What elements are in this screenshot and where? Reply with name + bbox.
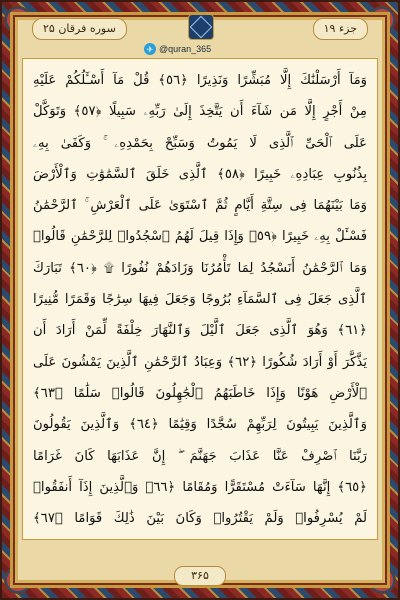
verse-line: وَمَآ أَرْسَلْنَٰكَ إِلَّا مُبَشِّرًا وَنَذِيرًا ﴿٥٦﴾ قُلْ مَآ أَسْـَٔلُكُمْ عَلَيْهِ <box>33 73 367 88</box>
channel-handle[interactable] <box>144 42 264 56</box>
verse-line: ٱلَّذِى جَعَلَ فِى ٱلسَّمَآءِ بُرُوجًا وَجَعَلَ فِيهَا سِرَٰجًا وَقَمَرًا مُّنِيرًا <box>33 292 367 308</box>
surah-label: سوره فرقان ۲۵ <box>32 18 127 40</box>
verse-line: مِنْ أَجْرٍ إِلَّا مَن شَآءَ أَن يَتَّخِذَ إِلَىٰ رَبِّهِۦ سَبِيلًا ﴿٥٧﴾ وَتَوَكَّلْ <box>33 104 367 120</box>
verse-line: عَلَى ٱلْحَىِّ ٱلَّذِى لَا يَمُوتُ وَسَبِّحْ بِحَمْدِهِۦ ۚ وَكَفَىٰ بِهِۦ <box>33 135 367 151</box>
verse-line: لَمْ يُسْرِفُوا۟ وَلَمْ يَقْتُرُوا۟ وَكَانَ بَيْنَ ذَٰلِكَ قَوَامًا ﴿٦٧﴾ <box>33 511 367 527</box>
verse-line: ﴿٦٥﴾ إِنَّهَا سَآءَتْ مُسْتَقَرًّا وَمُقَامًا ﴿٦٦﴾ وَٱلَّذِينَ إِذَآ أَنفَقُوا۟ <box>33 479 367 495</box>
verse-line: وَٱلَّذِينَ يَبِيتُونَ لِرَبِّهِمْ سُجَّدًا وَقِيَٰمًا ﴿٦٤﴾ وَٱلَّذِينَ يَقُولُونَ <box>33 417 367 433</box>
verse-panel <box>22 58 378 540</box>
verse-line: بِذُنُوبِ عِبَادِهِۦ خَبِيرًا ﴿٥٨﴾ ٱلَّذِى خَلَقَ ٱلسَّمَٰوَٰتِ وَٱلْأَرْضَ <box>33 166 367 182</box>
juz-label: جزء ۱۹ <box>313 18 368 40</box>
telegram-icon: ✈ <box>144 43 156 55</box>
handle-text: @quran_365 <box>159 44 212 54</box>
verse-line: ٱلْأَرْضِ هَوْنًا وَإِذَا خَاطَبَهُمُ ٱلْجَٰهِلُونَ قَالُوا۟ سَلَٰمًا ﴿٦٣﴾ <box>33 385 367 401</box>
page-footer <box>0 566 400 586</box>
page-number: ۳۶۵ <box>174 566 226 586</box>
channel-logo-icon <box>188 14 214 40</box>
verse-line: رَبَّنَا ٱصْرِفْ عَنَّا عَذَابَ جَهَنَّمَ ۖ إِنَّ عَذَابَهَا كَانَ غَرَامًا <box>33 448 367 464</box>
verse-line: ﴿٦١﴾ وَهُوَ ٱلَّذِى جَعَلَ ٱلَّيْلَ وَٱلنَّهَارَ خِلْفَةً لِّمَنْ أَرَادَ أَن <box>33 323 367 339</box>
verse-line: فَسْـَٔلْ بِهِۦ خَبِيرًا ﴿٥٩﴾ وَإِذَا قِيلَ لَهُمُ ٱسْجُدُوا۟ لِلرَّحْمَٰنِ قَالُوا۟ <box>33 229 367 245</box>
verse-line: يَذَّكَّرَ أَوْ أَرَادَ شُكُورًا ﴿٦٢﴾ وَعِبَادُ ٱلرَّحْمَٰنِ ٱلَّذِينَ يَمْشُونَ عَلَى <box>33 354 367 370</box>
verse-line: وَمَا ٱلرَّحْمَٰنُ أَنَسْجُدُ لِمَا تَأْمُرُنَا وَزَادَهُمْ نُفُورًا ۩ ﴿٦٠﴾ تَبَارَكَ <box>33 260 367 276</box>
verse-line: وَمَا بَيْنَهُمَا فِى سِتَّةِ أَيَّامٍ ثُمَّ ٱسْتَوَىٰ عَلَى ٱلْعَرْشِ ۚ ٱلرَّحْمَٰنُ <box>33 198 367 214</box>
page-header <box>28 18 372 52</box>
verse-lines <box>33 65 367 534</box>
